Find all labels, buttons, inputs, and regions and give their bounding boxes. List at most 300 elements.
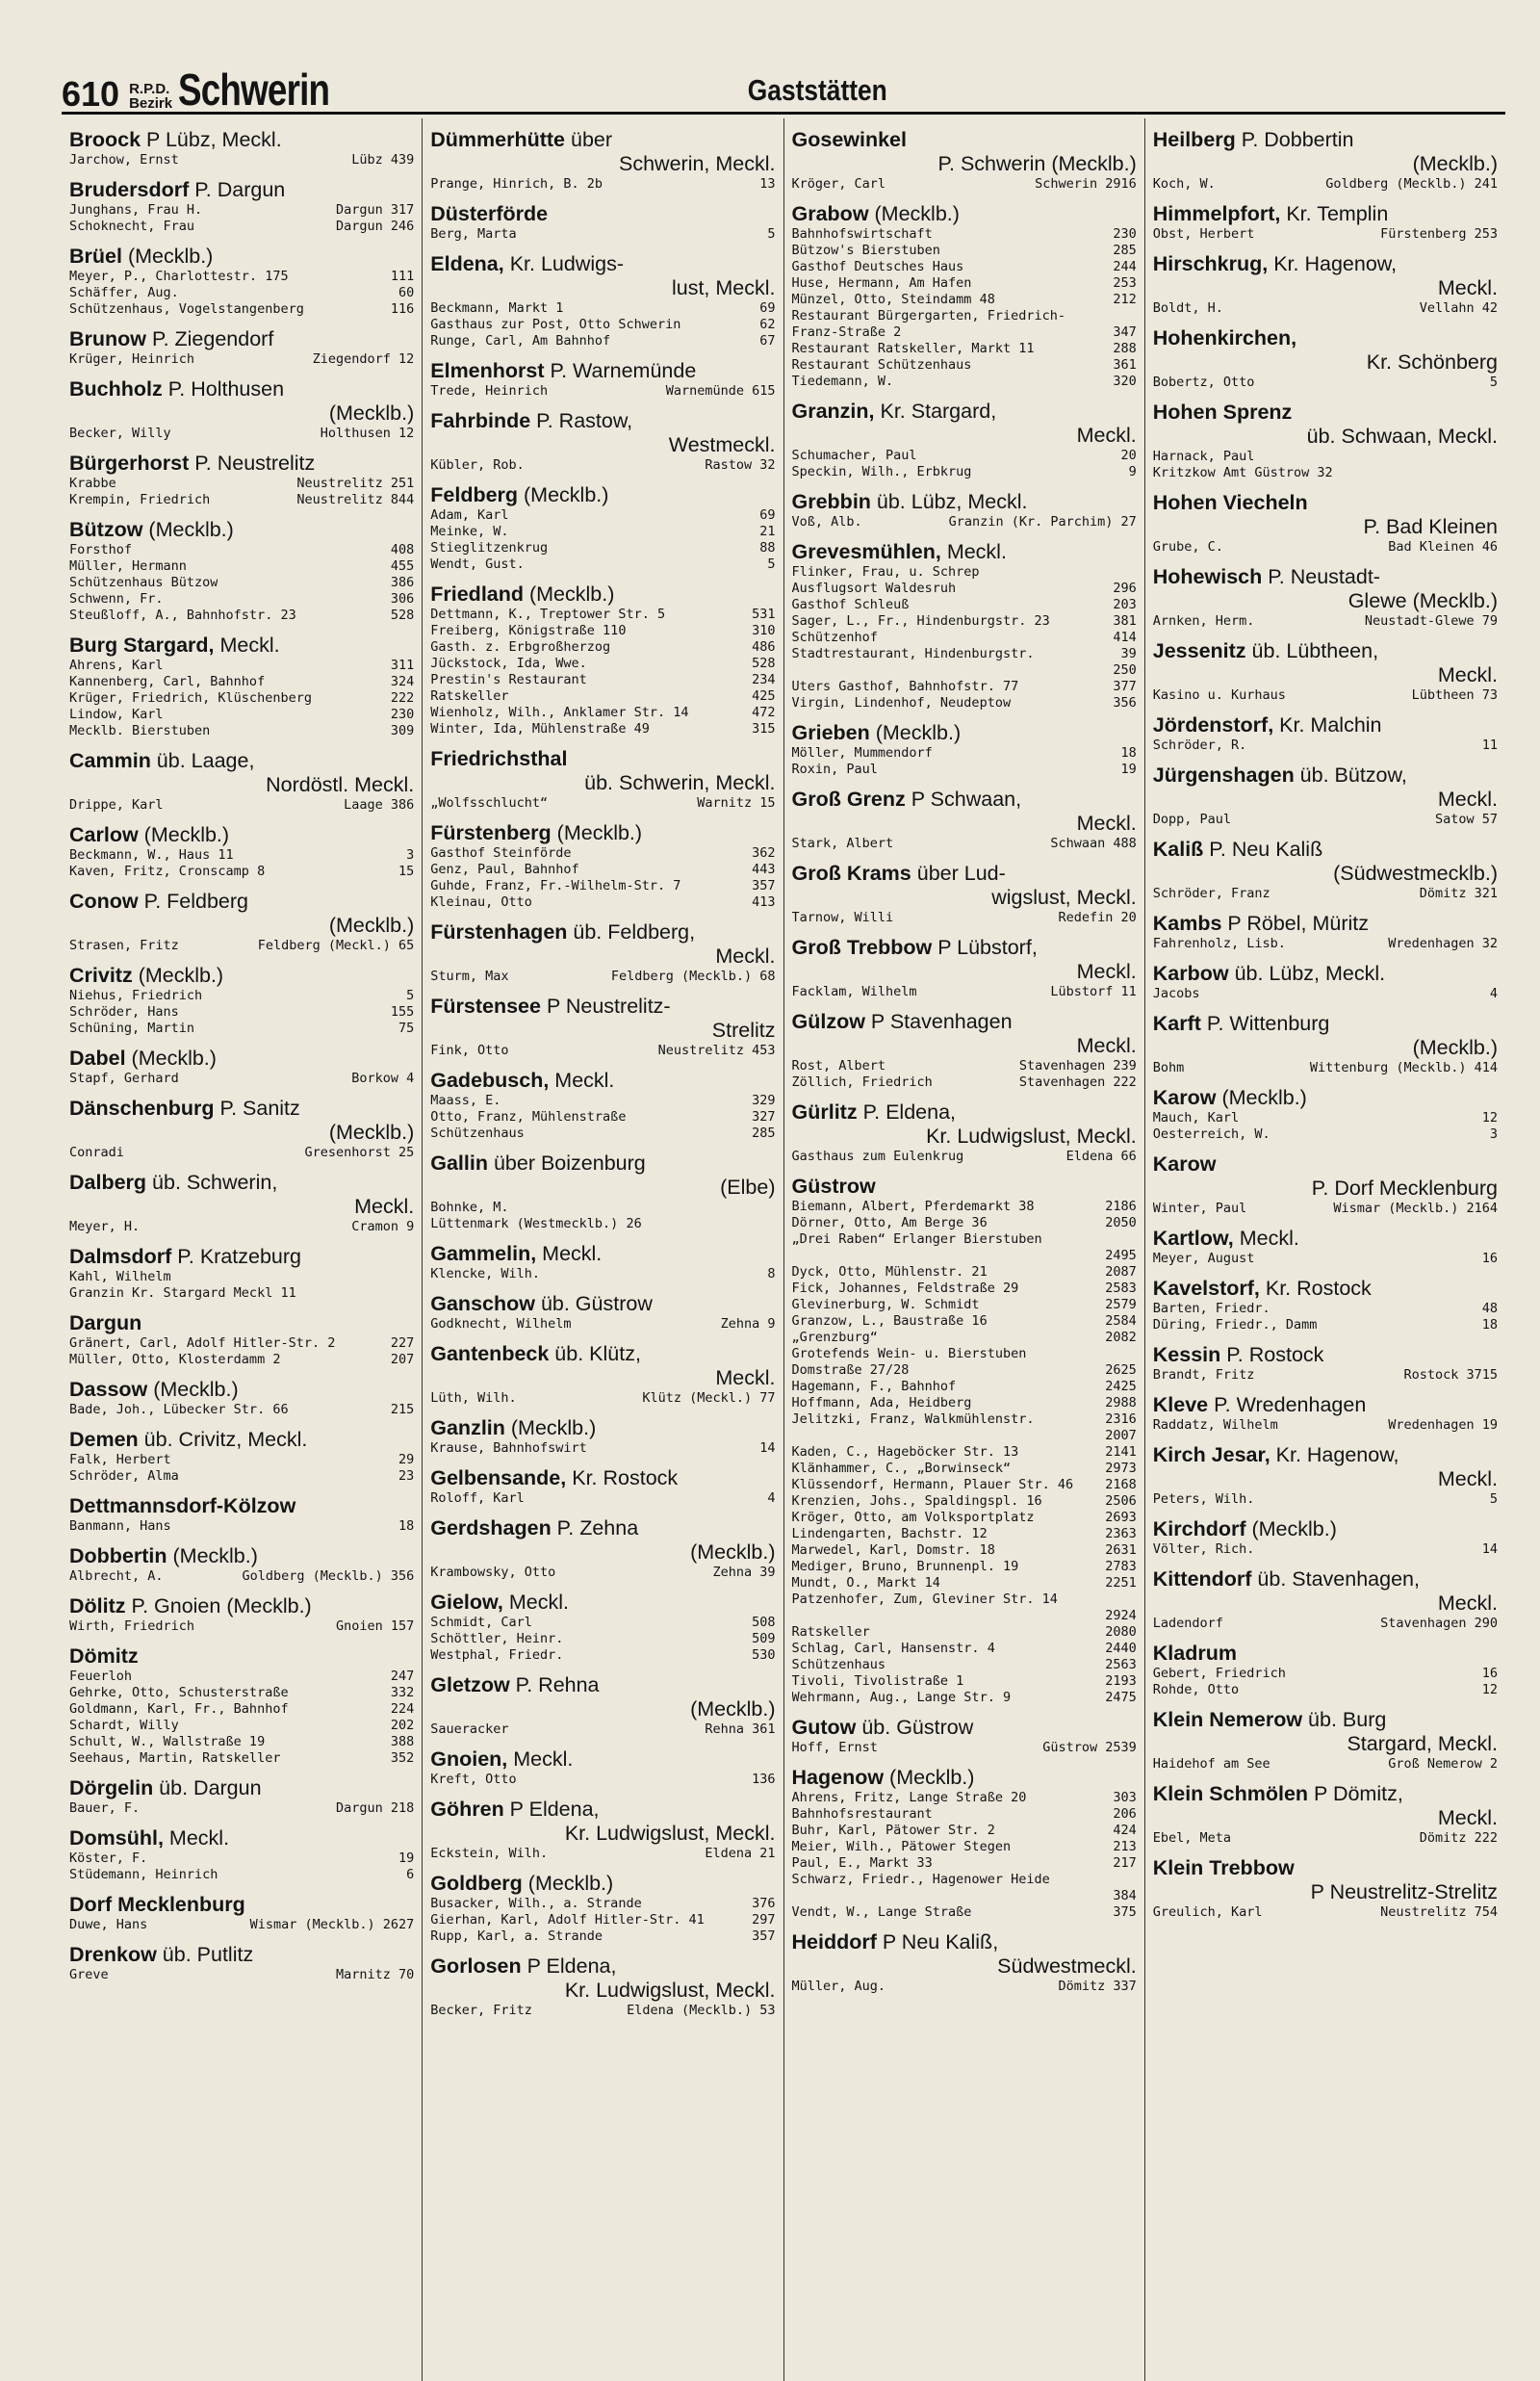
place-heading [792,202,1137,226]
listing-name: Düring, Friedr., Damm [1152,1317,1318,1333]
listing-name: Voß, Alb. [791,514,862,530]
listing-row [1153,465,1498,481]
listing-name: Gasthaus zum Eulenkrug [791,1149,964,1164]
listing-row [430,1216,775,1232]
listing-name: Franz-Straße 2 [791,324,902,340]
place-heading [1153,1782,1498,1830]
listing-name: Schlag, Carl, Hansenstr. 4 [791,1641,995,1656]
listing-row [792,1281,1137,1297]
listing-row [792,1313,1137,1330]
listing-phone: 69 [759,507,776,523]
listing-row [430,457,775,474]
listing-name: Freiberg, Königstraße 110 [430,623,627,638]
place-region: (Mecklb.) [690,1697,776,1721]
place-postal: (Mecklb.) [551,821,643,844]
listing-phone: 306 [390,591,415,607]
listing-phone: Goldberg (Mecklb.) 241 [1325,176,1498,192]
listing-name: Uters Gasthof, Bahnhofstr. 77 [791,679,1019,694]
listing-row [1153,738,1498,754]
listing-row [1153,687,1498,704]
place-name: Gerdshagen [430,1516,552,1540]
listing-phone: 13 [759,176,776,192]
place-region: Stargard, Meckl. [1347,1732,1498,1755]
listing-name: Fahrenholz, Lisb. [1152,936,1286,951]
listing-row [69,1269,414,1285]
listing-phone: 414 [1113,630,1137,645]
listing-phone: Wredenhagen 19 [1388,1417,1498,1433]
listing-row [69,558,414,575]
listing-phone: 2495 [1105,1248,1137,1263]
listing-phone: Dargun 218 [335,1800,415,1816]
place-heading [69,634,414,658]
listing-row [792,1411,1137,1428]
listing-phone: 227 [390,1335,415,1351]
place-postal: P. Zehna [551,1516,639,1540]
listing-row [792,1510,1137,1526]
listing-row [792,597,1137,613]
listing-row [792,464,1137,480]
place-name: Kartlow, [1152,1227,1234,1250]
place-heading [792,490,1137,514]
place-region: Strelitz [711,1019,776,1042]
place-heading [1153,491,1498,539]
listing-row [430,383,775,400]
listing-name: Wirth, Friedrich [69,1618,195,1634]
listing-row [792,1199,1137,1215]
place-region: P Neustrelitz-Strelitz [1310,1880,1498,1903]
listing-phone [1131,1346,1137,1362]
place-postal: P. Rehna [509,1673,600,1696]
place-heading [69,1047,414,1071]
listing-name: Huse, Hermann, Am Hafen [791,275,972,291]
listing-row [1153,1317,1498,1333]
listing-name: Mundt, O., Markt 14 [791,1575,940,1591]
listing-name: Bohm [1152,1060,1185,1075]
place-heading [69,964,414,988]
listing-name: Oesterreich, W. [1152,1126,1270,1142]
place-heading [430,821,775,845]
listing-row [792,1904,1137,1921]
listing-name: Forsthof [69,542,133,557]
place-heading [430,202,775,226]
listing-row [69,1850,414,1867]
place-postal: P Neu Kaliß, [876,1930,999,1954]
listing-row [69,301,414,318]
place-postal: P Eldena, [521,1954,617,1978]
place-heading [1153,401,1498,449]
listing-phone: 408 [390,542,415,557]
listing-name: Ratskeller [430,688,509,704]
listing-name: Domstraße 27/28 [791,1362,910,1378]
listing-phone: 388 [390,1734,415,1749]
listing-name: Peters, Wilh. [1152,1491,1255,1507]
place-heading [792,721,1137,745]
listing-row [792,1542,1137,1559]
place-heading [69,1311,414,1335]
place-name: Fahrbinde [430,409,531,432]
listing-row [69,864,414,880]
listing-row [792,1395,1137,1411]
listing-phone: 136 [752,1772,776,1787]
listing-phone [770,1216,776,1232]
place-heading [69,1544,414,1568]
listing-phone: 88 [759,540,776,556]
listing-phone [1131,564,1137,581]
place-postal: P. Wredenhagen [1208,1393,1367,1416]
place-postal: (Mecklb.) [147,1378,239,1401]
listing-name: Gränert, Carl, Adolf Hitler-Str. 2 [69,1335,336,1351]
place-name: Eldena, [430,252,504,275]
place-region: Meckl. [1437,663,1498,686]
listing-phone: 19 [1120,762,1137,777]
listing-row [1153,449,1498,465]
listing-row [69,1734,414,1750]
listing-name: Harnack, Paul [1152,449,1255,464]
listing-row [792,1823,1137,1839]
listing-row [1153,375,1498,391]
place-region: Kr. Ludwigslust, Meckl. [564,1979,776,2002]
place-region: Glewe (Mecklb.) [1348,589,1498,612]
place-name: Groß Trebbow [791,936,933,959]
place-postal: üb. Feldberg, [567,920,696,944]
listing-phone: 75 [398,1021,415,1036]
listing-row [69,938,414,954]
place-region: Meckl. [1076,1034,1137,1057]
listing-name: Drippe, Karl [69,797,164,813]
listing-row [1153,1417,1498,1434]
listing-row [430,556,775,573]
listing-phone: 2251 [1105,1575,1137,1591]
place-heading [69,1644,414,1669]
place-name: Goldberg [430,1872,523,1895]
place-heading [792,540,1137,564]
listing-phone: Rehna 361 [705,1721,776,1737]
place-postal: (Mecklb.) [522,1872,614,1895]
place-postal: Meckl. [536,1242,603,1265]
place-postal: P Lübstorf, [932,936,1038,959]
listing-row [69,426,414,442]
listing-name: Becker, Willy [69,426,171,441]
listing-row [430,607,775,623]
listing-name: Dettmann, K., Treptower Str. 5 [430,607,666,622]
listing-row [430,656,775,672]
listing-row [69,542,414,558]
place-name: Kirch Jesar, [1152,1443,1270,1466]
listing-phone: 9 [1128,464,1137,479]
place-name: Grabow [791,202,869,225]
listing-phone: 2080 [1105,1624,1137,1640]
place-region: wigslust, Meckl. [991,886,1137,909]
listing-phone: Dömitz 321 [1419,886,1498,901]
listing-phone: 2631 [1105,1542,1137,1558]
listing-name: Falk, Herbert [69,1452,171,1467]
place-postal: P. Wittenburg [1200,1012,1330,1035]
listing-row [69,1021,414,1037]
listing-row [792,1058,1137,1074]
listing-row [430,1565,775,1581]
place-name: Göhren [430,1798,504,1821]
listing-phone: 12 [1481,1682,1498,1697]
place-region: Meckl. [1076,960,1137,983]
place-heading [430,1673,775,1721]
listing-row [792,1740,1137,1756]
listing-phone [1131,1872,1137,1888]
place-name: Dalmsdorf [69,1245,172,1268]
place-heading [69,1171,414,1219]
listing-row [69,847,414,864]
listing-row [792,581,1137,597]
listing-name: Winter, Ida, Mühlenstraße 49 [430,721,650,737]
listing-name: Meyer, August [1152,1251,1255,1266]
place-name: Bützow [69,518,143,541]
place-name: Cammin [69,749,151,772]
listing-name: Ladendorf [1152,1616,1223,1631]
listing-row [69,1071,414,1087]
listing-phone: Feldberg (Meckl.) 65 [257,938,415,953]
place-heading [430,1798,775,1846]
listing-row [430,639,775,656]
listing-phone: 29 [398,1452,415,1467]
place-postal: (Mecklb.) [869,721,962,744]
listing-phone: 2973 [1105,1461,1137,1476]
listing-phone: Dömitz 337 [1058,1979,1137,1994]
listing-name: Mediger, Bruno, Brunnenpl. 19 [791,1559,1019,1574]
listing-phone: Zehna 39 [712,1565,776,1580]
listing-row [430,623,775,639]
listing-name: Jacobs [1152,986,1200,1001]
listing-name: Schützenhaus Bützow [69,575,218,590]
place-name: Elmenhorst [430,359,545,382]
place-name: Dölitz [69,1594,126,1618]
listing-name: Raddatz, Wilhelm [1152,1417,1278,1433]
listing-name: Runge, Carl, Am Bahnhof [430,333,611,349]
listing-phone: Vellahn 42 [1419,300,1498,316]
listing-phone: Wittenburg (Mecklb.) 414 [1309,1060,1498,1075]
page-number: 610 [62,74,120,114]
listing-name: „Grenzburg“ [791,1330,878,1345]
listing-name: Koch, W. [1152,176,1216,192]
place-name: Kirchdorf [1152,1517,1246,1540]
listing-phone: Ziegendorf 12 [312,351,415,367]
place-postal: über Lud- [911,862,1006,885]
listing-phone: 528 [390,608,415,623]
listing-phone: 253 [1113,275,1137,291]
place-postal: Kr. Malchin [1273,713,1382,737]
place-heading [430,747,775,795]
column-4 [1145,118,1505,2381]
listing-row [69,1004,414,1021]
place-region: P. Dorf Mecklenburg [1311,1177,1498,1200]
listing-row [792,564,1137,581]
listing-name: Schützenhaus [430,1126,525,1141]
listing-phone: 203 [1113,597,1137,612]
listing-name: Köster, F. [69,1850,148,1866]
listing-phone: 320 [1113,374,1137,389]
listing-phone: Güstrow 2539 [1042,1740,1137,1755]
place-heading [430,995,775,1043]
listing-row [792,646,1137,662]
place-name: Gantenbeck [430,1342,550,1365]
place-name: Brüel [69,245,122,268]
listing-name: Westphal, Friedr. [430,1647,564,1663]
place-postal: Kr. Stargard, [874,400,997,423]
place-postal: P. Eldena, [857,1100,957,1124]
listing-phone: 2506 [1105,1493,1137,1509]
place-name: Dettmannsdorf-Kölzow [69,1494,296,1517]
city-title: Schwerin [178,65,330,115]
place-name: Gülzow [791,1010,865,1033]
listing-phone: 8 [767,1266,776,1281]
listing-row [792,243,1137,259]
listing-row [792,1330,1137,1346]
place-name: Groß Krams [791,862,911,885]
listing-row [430,1490,775,1507]
place-postal: (Mecklb.) [138,823,230,846]
place-postal: P Röbel, Müritz [1221,912,1370,935]
listing-row [430,300,775,317]
place-postal: (Mecklb.) [121,245,214,268]
place-postal: P. Neustadt- [1262,565,1380,588]
listing-row [430,1390,775,1407]
listing-phone: Warnitz 15 [697,795,776,811]
listing-phone: Gresenhorst 25 [304,1145,415,1160]
listing-name: Restaurant Ratskeller, Markt 11 [791,341,1035,356]
place-heading [430,1747,775,1772]
place-postal: P. Ziegendorf [146,327,274,350]
listing-name: Bade, Joh., Lübecker Str. 66 [69,1402,289,1417]
place-postal: P Stavenhagen [864,1010,1013,1033]
listing-phone: 62 [759,317,776,332]
listing-name: Kahl, Wilhelm [69,1269,171,1284]
listing-row [430,1316,775,1333]
listing-phone: 2583 [1105,1281,1137,1296]
place-heading [792,1010,1137,1058]
place-heading [1153,1343,1498,1367]
place-postal: Kr. Rostock [566,1466,679,1489]
place-name: Groß Grenz [791,788,906,811]
place-name: Dobbertin [69,1544,167,1567]
listing-phone: 11 [1481,738,1498,753]
listing-phone: 230 [1113,226,1137,242]
listing-name: Völter, Rich. [1152,1541,1255,1557]
listing-row [792,259,1137,275]
listing-name: Glevinerburg, W. Schmidt [791,1297,980,1312]
listing-name: Ahrens, Fritz, Lange Straße 20 [791,1790,1027,1805]
listing-row [430,1772,775,1788]
listing-phone: 528 [752,656,776,671]
listing-row [792,1673,1137,1690]
listing-name: Greve [69,1967,109,1982]
place-postal: P. Feldberg [138,890,249,913]
listing-name: Fick, Johannes, Feldstraße 29 [791,1281,1019,1296]
place-name: Dömitz [69,1644,139,1668]
listing-row [69,152,414,168]
listing-phone: Lübz 439 [351,152,415,168]
listing-name: Boldt, H. [1152,300,1223,316]
listing-name: Godknecht, Wilhelm [430,1316,572,1332]
listing-phone: Neustrelitz 844 [296,492,415,507]
listing-name: Dyck, Otto, Mühlenstr. 21 [791,1264,988,1280]
listing-row [69,1718,414,1734]
listing-phone: 2584 [1105,1313,1137,1329]
place-heading [1153,1642,1498,1666]
listing-phone: 217 [1113,1855,1137,1871]
listing-row [792,1608,1137,1624]
listing-row [1153,1666,1498,1682]
place-heading [792,936,1137,984]
listing-phone: Cramon 9 [351,1219,415,1234]
listing-row [792,984,1137,1000]
place-name: Kambs [1152,912,1222,935]
listing-name: Krempin, Friedrich [69,492,211,507]
listing-phone: 244 [1113,259,1137,274]
listing-row [792,1624,1137,1641]
listing-row [69,492,414,508]
listing-row [792,275,1137,292]
listing-row [1153,226,1498,243]
listing-phone [408,1269,414,1285]
place-name: Feldberg [430,483,519,506]
place-postal: üb. Crivitz, Meckl. [138,1428,308,1451]
listing-phone: 48 [1481,1301,1498,1316]
listing-name: Meyer, P., Charlottestr. 175 [69,269,289,284]
listing-name: Granzin Kr. Stargard Meckl 11 [69,1285,296,1301]
place-postal: P. Gnoien (Mecklb.) [125,1594,312,1618]
place-heading [430,1242,775,1266]
place-postal: Meckl. [549,1069,615,1092]
place-name: Kladrum [1152,1642,1237,1665]
place-heading [430,128,775,176]
place-heading [792,1100,1137,1149]
listing-row [430,688,775,705]
place-region: (Mecklb.) [328,401,415,425]
place-postal: Meckl. [163,1826,230,1850]
place-region: Südwestmeckl. [997,1954,1137,1978]
listing-row [1153,176,1498,193]
place-name: Heiddorf [791,1930,877,1954]
place-region: P. Bad Kleinen [1363,515,1498,538]
listing-name: Krambowsky, Otto [430,1565,556,1580]
place-heading [69,1893,414,1917]
listing-phone: Wredenhagen 32 [1388,936,1498,951]
listing-row [69,1867,414,1883]
place-region: Meckl. [1437,788,1498,811]
place-name: Friedrichsthal [430,747,568,770]
listing-name: Maass, E. [430,1093,501,1108]
listing-row [430,894,775,911]
listing-row [792,1559,1137,1575]
place-postal: üb. Schwerin, [146,1171,278,1194]
listing-name: Tivoli, Tivolistraße 1 [791,1673,964,1689]
place-name: Gadebusch, [430,1069,550,1092]
listing-name: Gasthof Schleuß [791,597,910,612]
listing-name: Mauch, Karl [1152,1110,1240,1126]
listing-row [430,1109,775,1126]
listing-name: Patzenhofer, Zum, Gleviner Str. 14 [791,1592,1058,1607]
place-name: Klein Trebbow [1152,1856,1295,1879]
listing-name: Klänhammer, C., „Borwinseck“ [791,1461,1012,1476]
listing-name: Jarchow, Ernst [69,152,179,168]
listing-name: Stüdemann, Heinrich [69,1867,218,1882]
place-region: Kr. Ludwigslust, Meckl. [926,1125,1137,1148]
listing-phone: 329 [752,1093,776,1108]
place-name: Gelbensande, [430,1466,567,1489]
listing-row [430,1266,775,1282]
listing-phone: 285 [752,1126,776,1141]
place-heading [430,409,775,457]
listing-row [69,690,414,707]
place-postal: (Mecklb.) [884,1766,975,1789]
